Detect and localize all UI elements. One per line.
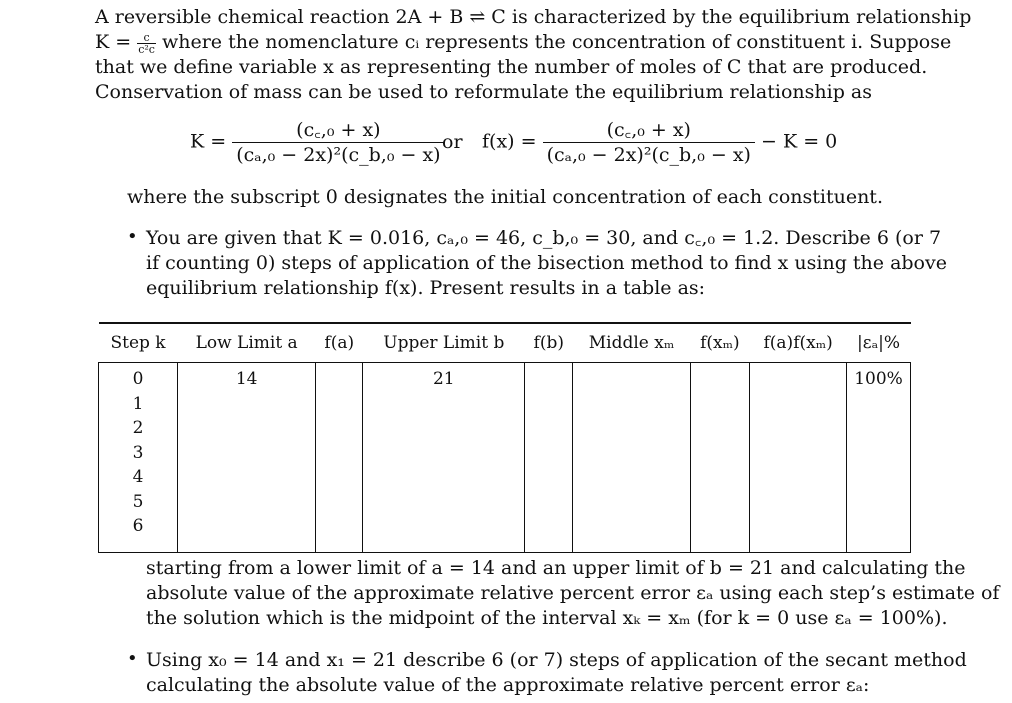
header-middle: Middle xₘ	[573, 323, 690, 363]
equation-k-lhs: K =	[190, 130, 227, 153]
header-error: |εₐ|%	[847, 323, 911, 363]
equation-fx-fraction	[543, 118, 755, 167]
equation-k-fraction	[232, 118, 444, 167]
table-body-row	[99, 363, 911, 553]
upper-limit-cell: 21	[432, 369, 455, 389]
step-cell: 6	[132, 516, 144, 536]
f-a-column	[316, 363, 363, 553]
header-low-limit: Low Limit a	[178, 323, 316, 363]
low-limit-column	[178, 363, 316, 553]
step-cell: 3	[132, 442, 144, 463]
intro-line-3: that we define variable x as representing the number of moles of C that are produced.	[95, 56, 928, 78]
subscript-note: where the subscript 0 designates the initial concentration of each constituent.	[127, 186, 883, 208]
equation-fx-lhs: f(x) =	[482, 130, 537, 153]
small-fraction-numerator: c	[137, 32, 156, 44]
header-f-b: f(b)	[525, 323, 573, 363]
small-fraction-denominator: c²c	[138, 42, 155, 56]
step-cell: 0	[132, 369, 144, 389]
step-cell: 4	[132, 467, 144, 487]
bullet-1-line-3: equilibrium relationship f(x). Present results in a table as:	[146, 277, 706, 299]
bullet-2-marker: •	[127, 648, 138, 669]
after-table-line-3: the solution which is the midpoint of the interval xₖ = xₘ (for k = 0 use εₐ = 100%).	[146, 607, 948, 629]
header-f-a: f(a)	[316, 323, 363, 363]
step-column	[99, 363, 178, 553]
header-step: Step k	[99, 323, 178, 363]
step-cell: 2	[132, 418, 144, 438]
bullet-1-marker: •	[127, 226, 138, 247]
equation-fx-rhs: − K = 0	[761, 130, 838, 153]
step-cell: 1	[132, 393, 144, 414]
bullet-1-line-2: if counting 0) steps of application of the bisection method to find x using the above	[146, 252, 947, 274]
upper-limit-column	[363, 363, 525, 553]
nomenclature-text: where the nomenclature cᵢ represents the concentration of constituent i. Suppose	[161, 31, 952, 53]
error-cell: 100%	[854, 369, 903, 389]
header-upper-limit: Upper Limit b	[363, 323, 525, 363]
equation-k	[190, 118, 445, 174]
equation-k-denominator: (cₐ,₀ − 2x)²(c_b,₀ − x)	[236, 144, 441, 166]
equilibrium-k-label: K =	[95, 31, 132, 53]
after-table-line-2: absolute value of the approximate relative percent error εₐ using each step’s estimate of	[146, 582, 1000, 604]
after-table-line-1: starting from a lower limit of a = 14 and an upper limit of b = 21 and calculating the	[146, 557, 966, 579]
intro-line-2	[95, 30, 952, 56]
table-header-row	[99, 323, 911, 363]
step-cell: 5	[132, 491, 144, 512]
equilibrium-small-fraction	[137, 32, 156, 55]
f-xm-column	[690, 363, 750, 553]
equation-fx-numerator: (c꜀,₀ + x)	[543, 118, 755, 143]
equation-or: or	[442, 131, 463, 153]
header-product: f(a)f(xₘ)	[750, 323, 847, 363]
bullet-2-line-2: calculating the absolute value of the approximate relative percent error εₐ:	[146, 674, 870, 696]
bisection-table	[98, 322, 911, 553]
product-column	[750, 363, 847, 553]
intro-line-4: Conservation of mass can be used to reformulate the equilibrium relationship as	[95, 81, 872, 103]
intro-line-1: A reversible chemical reaction 2A + B ⇌ C is characterized by the equilibrium relationship	[95, 6, 972, 28]
middle-column	[573, 363, 690, 553]
bullet-1-line-1: You are given that K = 0.016, cₐ,₀ = 46, c_b,₀ = 30, and c꜀,₀ = 1.2. Describe 6 (or 7	[146, 227, 942, 249]
equation-fx-denominator: (cₐ,₀ − 2x)²(c_b,₀ − x)	[546, 144, 751, 166]
header-f-xm: f(xₘ)	[690, 323, 750, 363]
f-b-column	[525, 363, 573, 553]
low-limit-cell: 14	[235, 369, 258, 389]
bullet-2-line-1: Using x₀ = 14 and x₁ = 21 describe 6 (or 7) steps of application of the secant method	[146, 649, 967, 671]
equation-fx	[482, 118, 837, 174]
error-column	[847, 363, 911, 553]
equation-k-numerator: (c꜀,₀ + x)	[232, 118, 444, 143]
